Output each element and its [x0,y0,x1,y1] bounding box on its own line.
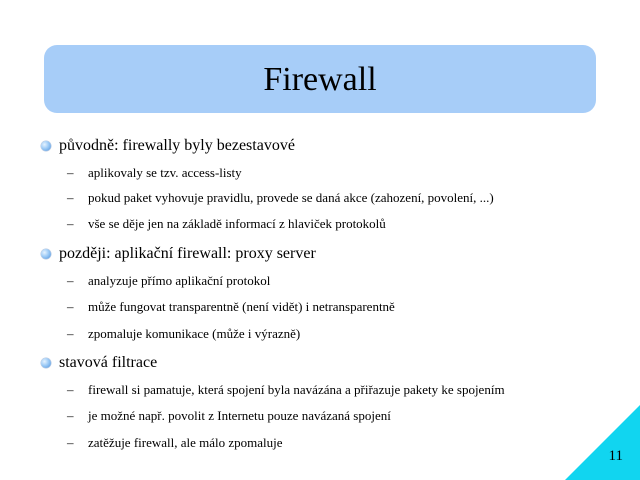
bullet-text: původně: firewally byly bezestavové [59,137,295,154]
sub-bullet-text: může fungovat transparentně (není vidět) i netransparentně [88,299,395,314]
sub-bullet [67,299,627,317]
sub-bullet-text: analyzuje přímo aplikační protokol [88,273,271,288]
dash-bullet-icon: – [67,435,74,450]
dash-bullet-icon: – [67,382,74,397]
slide-title: Firewall [263,61,377,98]
main-bullet [41,245,601,267]
sub-bullet-text: je možné např. povolit z Internetu pouze navázaná spojení [88,408,391,423]
dash-bullet-icon: – [67,165,74,180]
sub-bullet [67,190,627,208]
main-bullet [41,137,601,159]
sub-bullet [67,165,627,183]
dash-bullet-icon: – [67,326,74,341]
title-banner [45,46,595,112]
sub-bullet-text: vše se děje jen na základě informací z hlaviček protokolů [88,216,386,231]
corner-accent [565,405,640,480]
bullet-text: stavová filtrace [59,354,158,371]
sub-bullet-text: pokud paket vyhovuje pravidlu, provede se daná akce (zahození, povolení, ...) [88,190,494,205]
main-bullet [41,354,601,376]
sub-bullet [67,435,627,453]
sub-bullet [67,382,627,400]
dash-bullet-icon: – [67,216,74,231]
bullet-dot-icon [41,141,51,151]
dash-bullet-icon: – [67,408,74,423]
bullet-dot-icon [41,249,51,259]
sub-bullet [67,273,627,291]
sub-bullet-text: zatěžuje firewall, ale málo zpomaluje [88,435,283,450]
sub-bullet-text: firewall si pamatuje, která spojení byla navázána a přiřazuje pakety ke spojením [88,382,505,397]
sub-bullet-text: zpomaluje komunikace (může i výrazně) [88,326,301,341]
sub-bullet [67,408,627,426]
sub-bullet-text: aplikovaly se tzv. access-listy [88,165,242,180]
bullet-dot-icon [41,358,51,368]
dash-bullet-icon: – [67,299,74,314]
page-number: 11 [608,448,623,464]
bullet-text: později: aplikační firewall: proxy server [59,245,316,262]
dash-bullet-icon: – [67,273,74,288]
sub-bullet [67,326,627,344]
sub-bullet [67,216,627,234]
dash-bullet-icon: – [67,190,74,205]
